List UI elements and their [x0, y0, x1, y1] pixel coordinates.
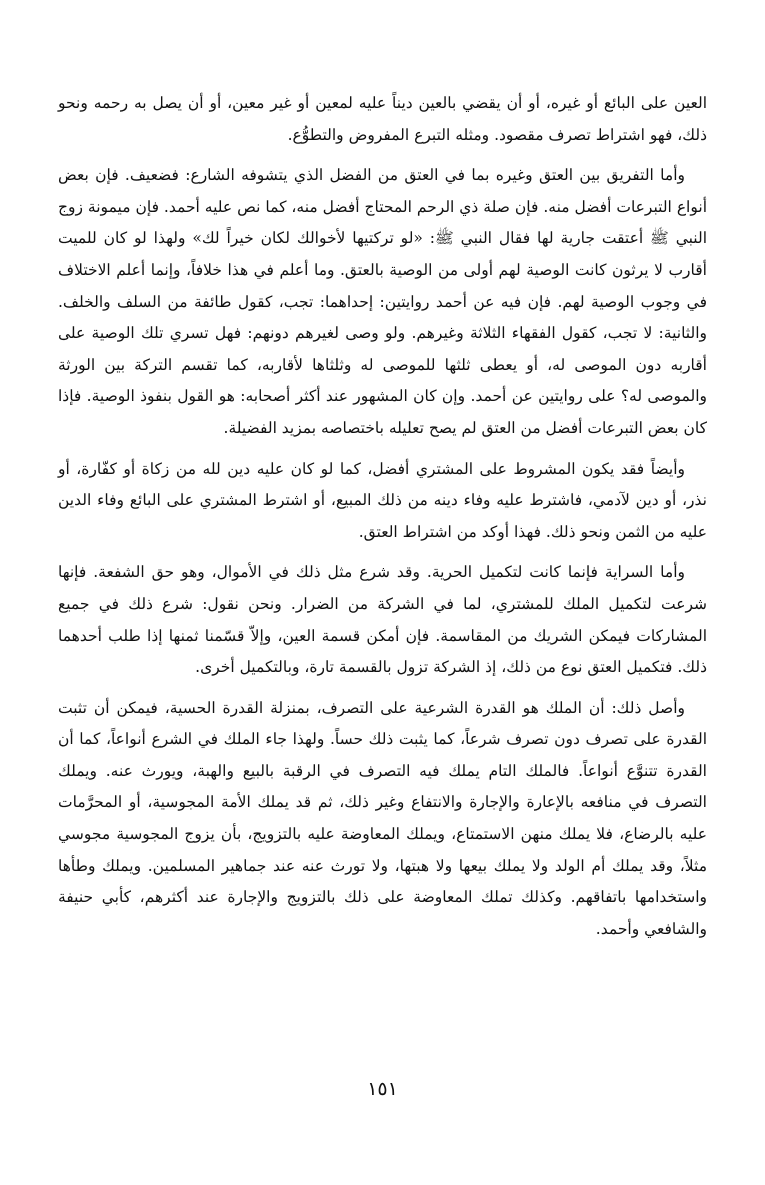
paragraph-2: وأما التفريق بين العتق وغيره بما في العتق من الفضل الذي يتشوفه الشارع: فضعيف. فإن بعض أنواع التبرعات أفضل منه. فإن صلة ذي الرحم المحتاج أفضل منه، كما نص عليه أحمد. فإن ميمونة زوج النبي ﷺ أعتقت جارية لها فقال النبي ﷺ: «لو تركتيها لأخوالك لكان خيراً لك» ولهذا لو كان للميت أقارب لا يرثون كانت الوصية لهم أولى من الوصية بالعتق. وما أعلم في هذا خلافاً، وإنما أعلم الاختلاف في وجوب الوصية لهم. فإن فيه عن أحمد روايتين: إحداهما: تجب، كقول طائفة من السلف والخلف. والثانية: لا تجب، كقول الفقهاء الثلاثة وغيرهم. ولو وصى لغيرهم دونهم: فهل تسري تلك الوصية على أقاربه دون الموصى له، أو يعطى ثلثها للموصى له وثلثاها لأقاربه، كما تقسم التركة بين الورثة والموصى له؟ على روايتين عن أحمد. وإن كان المشهور عند أكثر أصحابه: هو القول بنفوذ الوصية. فإذا كان بعض التبرعات أفضل من العتق لم يصح تعليله باختصاصه بمزيد الفضيلة.	[58, 166, 707, 437]
paragraph-4: وأما السراية فإنما كانت لتكميل الحرية. وقد شرع مثل ذلك في الأموال، وهو حق الشفعة. فإنها شرعت لتكميل الملك للمشتري، لما في الشركة من الضرار. ونحن نقول: شرع ذلك في جميع المشاركات فيمكن الشريك من المقاسمة. فإن أمكن قسمة العين، وإلاّ قسّمنا ثمنها إذا طلب أحدهما ذلك. فتكميل العتق نوع من ذلك، إذ الشركة تزول بالقسمة تارة، وبالتكميل أخرى.	[58, 563, 707, 677]
page-body	[58, 88, 707, 945]
paragraph-5: وأصل ذلك: أن الملك هو القدرة الشرعية على التصرف، بمنزلة القدرة الحسية، فيمكن أن تثبت القدرة على تصرف دون تصرف شرعاً، كما يثبت ذلك حساً. ولهذا جاء الملك في الشرع أنواعاً، كما أن القدرة تتنوَّع أنواعاً. فالملك التام يملك فيه التصرف في الرقبة بالبيع والهبة، ويورث عنه. ويملك التصرف في منافعه بالإعارة والإجارة والانتفاع وغير ذلك، ثم قد يملك الأمة المجوسية، أو المحرَّمات عليه بالرضاع، فلا يملك منهن الاستمتاع، ويملك المعاوضة عليه بالتزويج، بأن يزوج المجوسية مجوسي مثلاً، وقد يملك أم الولد ولا يملك بيعها ولا هبتها، ولا تورث عنه عند جماهير المسلمين. ويملك وطأها واستخدامها باتفاقهم. وكذلك تملك المعاوضة على ذلك بالتزويج والإجارة عند أكثرهم، كأبي حنيفة والشافعي وأحمد.	[58, 698, 707, 938]
paragraph-3: وأيضاً فقد يكون المشروط على المشتري أفضل، كما لو كان عليه دين لله من زكاة أو كفّارة، أو نذر، أو دين لآدمي، فاشترط عليه وفاء دينه من ذلك المبيع، أو اشترط المشتري على البائع وفاء الدين عليه من الثمن ونحو ذلك. فهذا أوكد من اشتراط العتق.	[58, 459, 707, 541]
paragraph-1: العين على البائع أو غيره، أو أن يقضي بالعين ديناً عليه لمعين أو غير معين، أو أن يصل به رحمه ونحو ذلك، فهو اشتراط تصرف مقصود. ومثله التبرع المفروض والتطوُّع.	[58, 94, 707, 144]
page-number: ١٥١	[367, 1078, 398, 1100]
